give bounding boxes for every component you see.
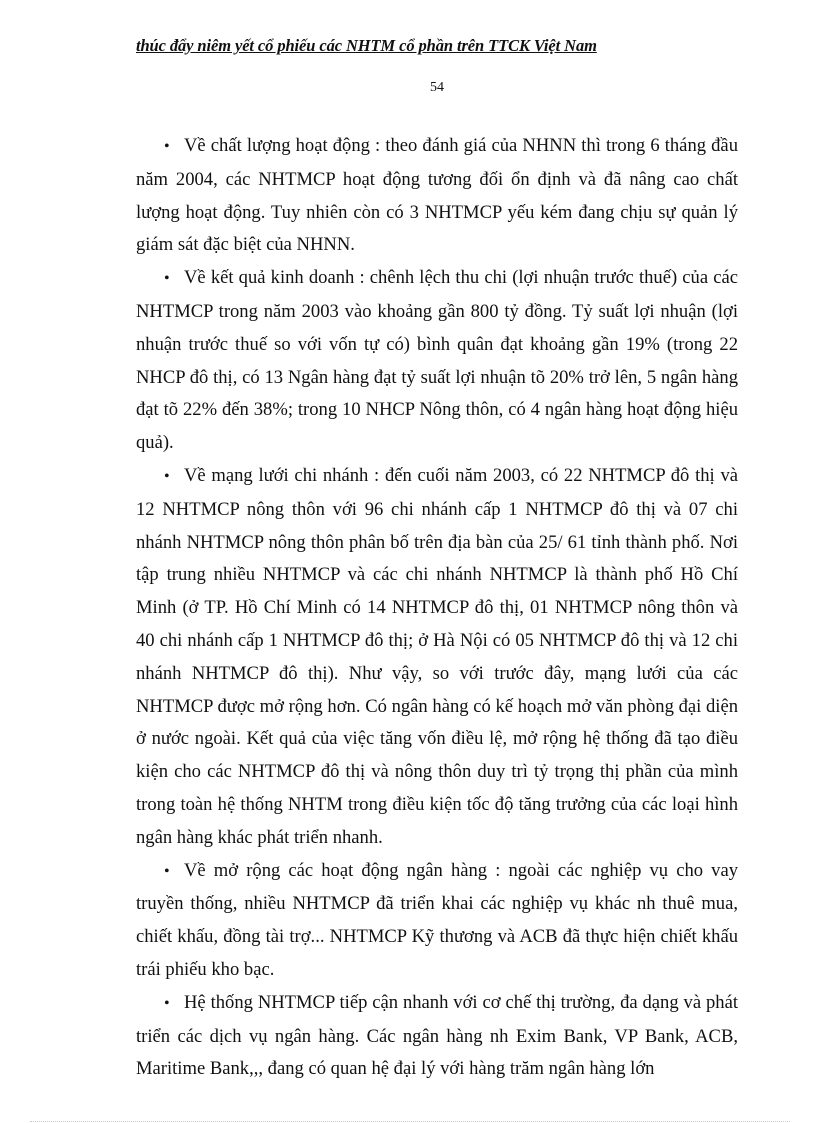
page-bottom-divider <box>30 1121 790 1122</box>
bullet-icon: • <box>164 138 170 155</box>
paragraph-banking-activities <box>136 855 738 987</box>
bullet-icon: • <box>164 994 170 1012</box>
paragraph-text: Về mở rộng các hoạt động ngân hàng : ngoài các nghiệp vụ cho vay truyền thống, nhiều NHTMCP đã triển khai các nghiệp vụ khác nh thuê mua, chiết khấu, đồng tài trợ... NHTMCP Kỹ thương và ACB đã thực hiện chiết khấu trái phiếu kho bạc. <box>136 859 738 980</box>
paragraph-business-results <box>136 262 738 460</box>
paragraph-operation-quality <box>136 130 738 262</box>
bullet-icon: • <box>164 467 170 485</box>
bullet-icon: • <box>164 862 170 880</box>
bullet-icon: • <box>164 270 170 288</box>
paragraph-text: Về kết quả kinh doanh : chênh lệch thu chi (lợi nhuận trước thuế) của các NHTMCP trong năm 2003 vào khoảng gần 800 tỷ đồng. Tỷ suất lợi nhuận (lợi nhuận trước thuế so với vốn tự có) bình quân đạt khoảng gần 19% (trong 22 NHCP đô thị, có 13 Ngân hàng đạt tỷ suất lợi nhuận tõ 20% trở lên, 5 ngân hàng đạt tõ 22% đến 38%; trong 10 NHCP Nông thôn, có 4 ngân hàng hoạt động hiệu quả). <box>136 267 738 454</box>
page-number: 54 <box>430 80 444 95</box>
paragraph-text: Về chất lượng hoạt động : theo đánh giá của NHNN thì trong 6 tháng đầu năm 2004, các NHTMCP hoạt động tương đối ổn định và đã nâng cao chất lượng hoạt động. Tuy nhiên còn có 3 NHTMCP yếu kém đang chịu sự quản lý giám sát đặc biệt của NHNN. <box>136 135 738 256</box>
paragraph-branch-network <box>136 460 738 855</box>
running-header-title: thúc đẩy niêm yết cổ phiếu các NHTM cổ phần trên TTCK Việt Nam <box>136 36 597 55</box>
paragraph-text: Hệ thống NHTMCP tiếp cận nhanh với cơ chế thị trường, đa dạng và phát triển các dịch vụ ngân hàng. Các ngân hàng nh Exim Bank, VP Bank, ACB, Maritime Bank,,, đang có quan hệ đại lý với hàng trăm ngân hàng lớn <box>136 991 738 1080</box>
paragraph-market-approach <box>136 987 738 1086</box>
paragraph-text: Về mạng lưới chi nhánh : đến cuối năm 2003, có 22 NHTMCP đô thị và 12 NHTMCP nông thôn với 96 chi nhánh cấp 1 NHTMCP đô thị và 07 chi nhánh NHTMCP nông thôn phân bố trên địa bàn của 25/ 61 tỉnh thành phố. Nơi tập trung nhiều NHTMCP và các chi nhánh NHTMCP là thành phố Hồ Chí Minh (ở TP. Hồ Chí Minh có 14 NHTMCP đô thị, 01 NHTMCP nông thôn và 40 chi nhánh cấp 1 NHTMCP đô thị; ở Hà Nội có 05 NHTMCP đô thị và 12 chi nhánh NHTMCP đô thị). Như vậy, so với trước đây, mạng lưới của các NHTMCP được mở rộng hơn. Có ngân hàng có kế hoạch mở văn phòng đại diện ở nước ngoài. Kết quả của việc tăng vốn điều lệ, mở rộng hệ thống đã tạo điều kiện cho các NHTMCP đô thị và nông thôn duy trì tỷ trọng thị phần của mình trong toàn hệ thống NHTM trong điều kiện tốc độ tăng trưởng của các loại hình ngân hàng khác phát triển nhanh. <box>136 464 738 848</box>
document-body <box>136 130 738 1086</box>
